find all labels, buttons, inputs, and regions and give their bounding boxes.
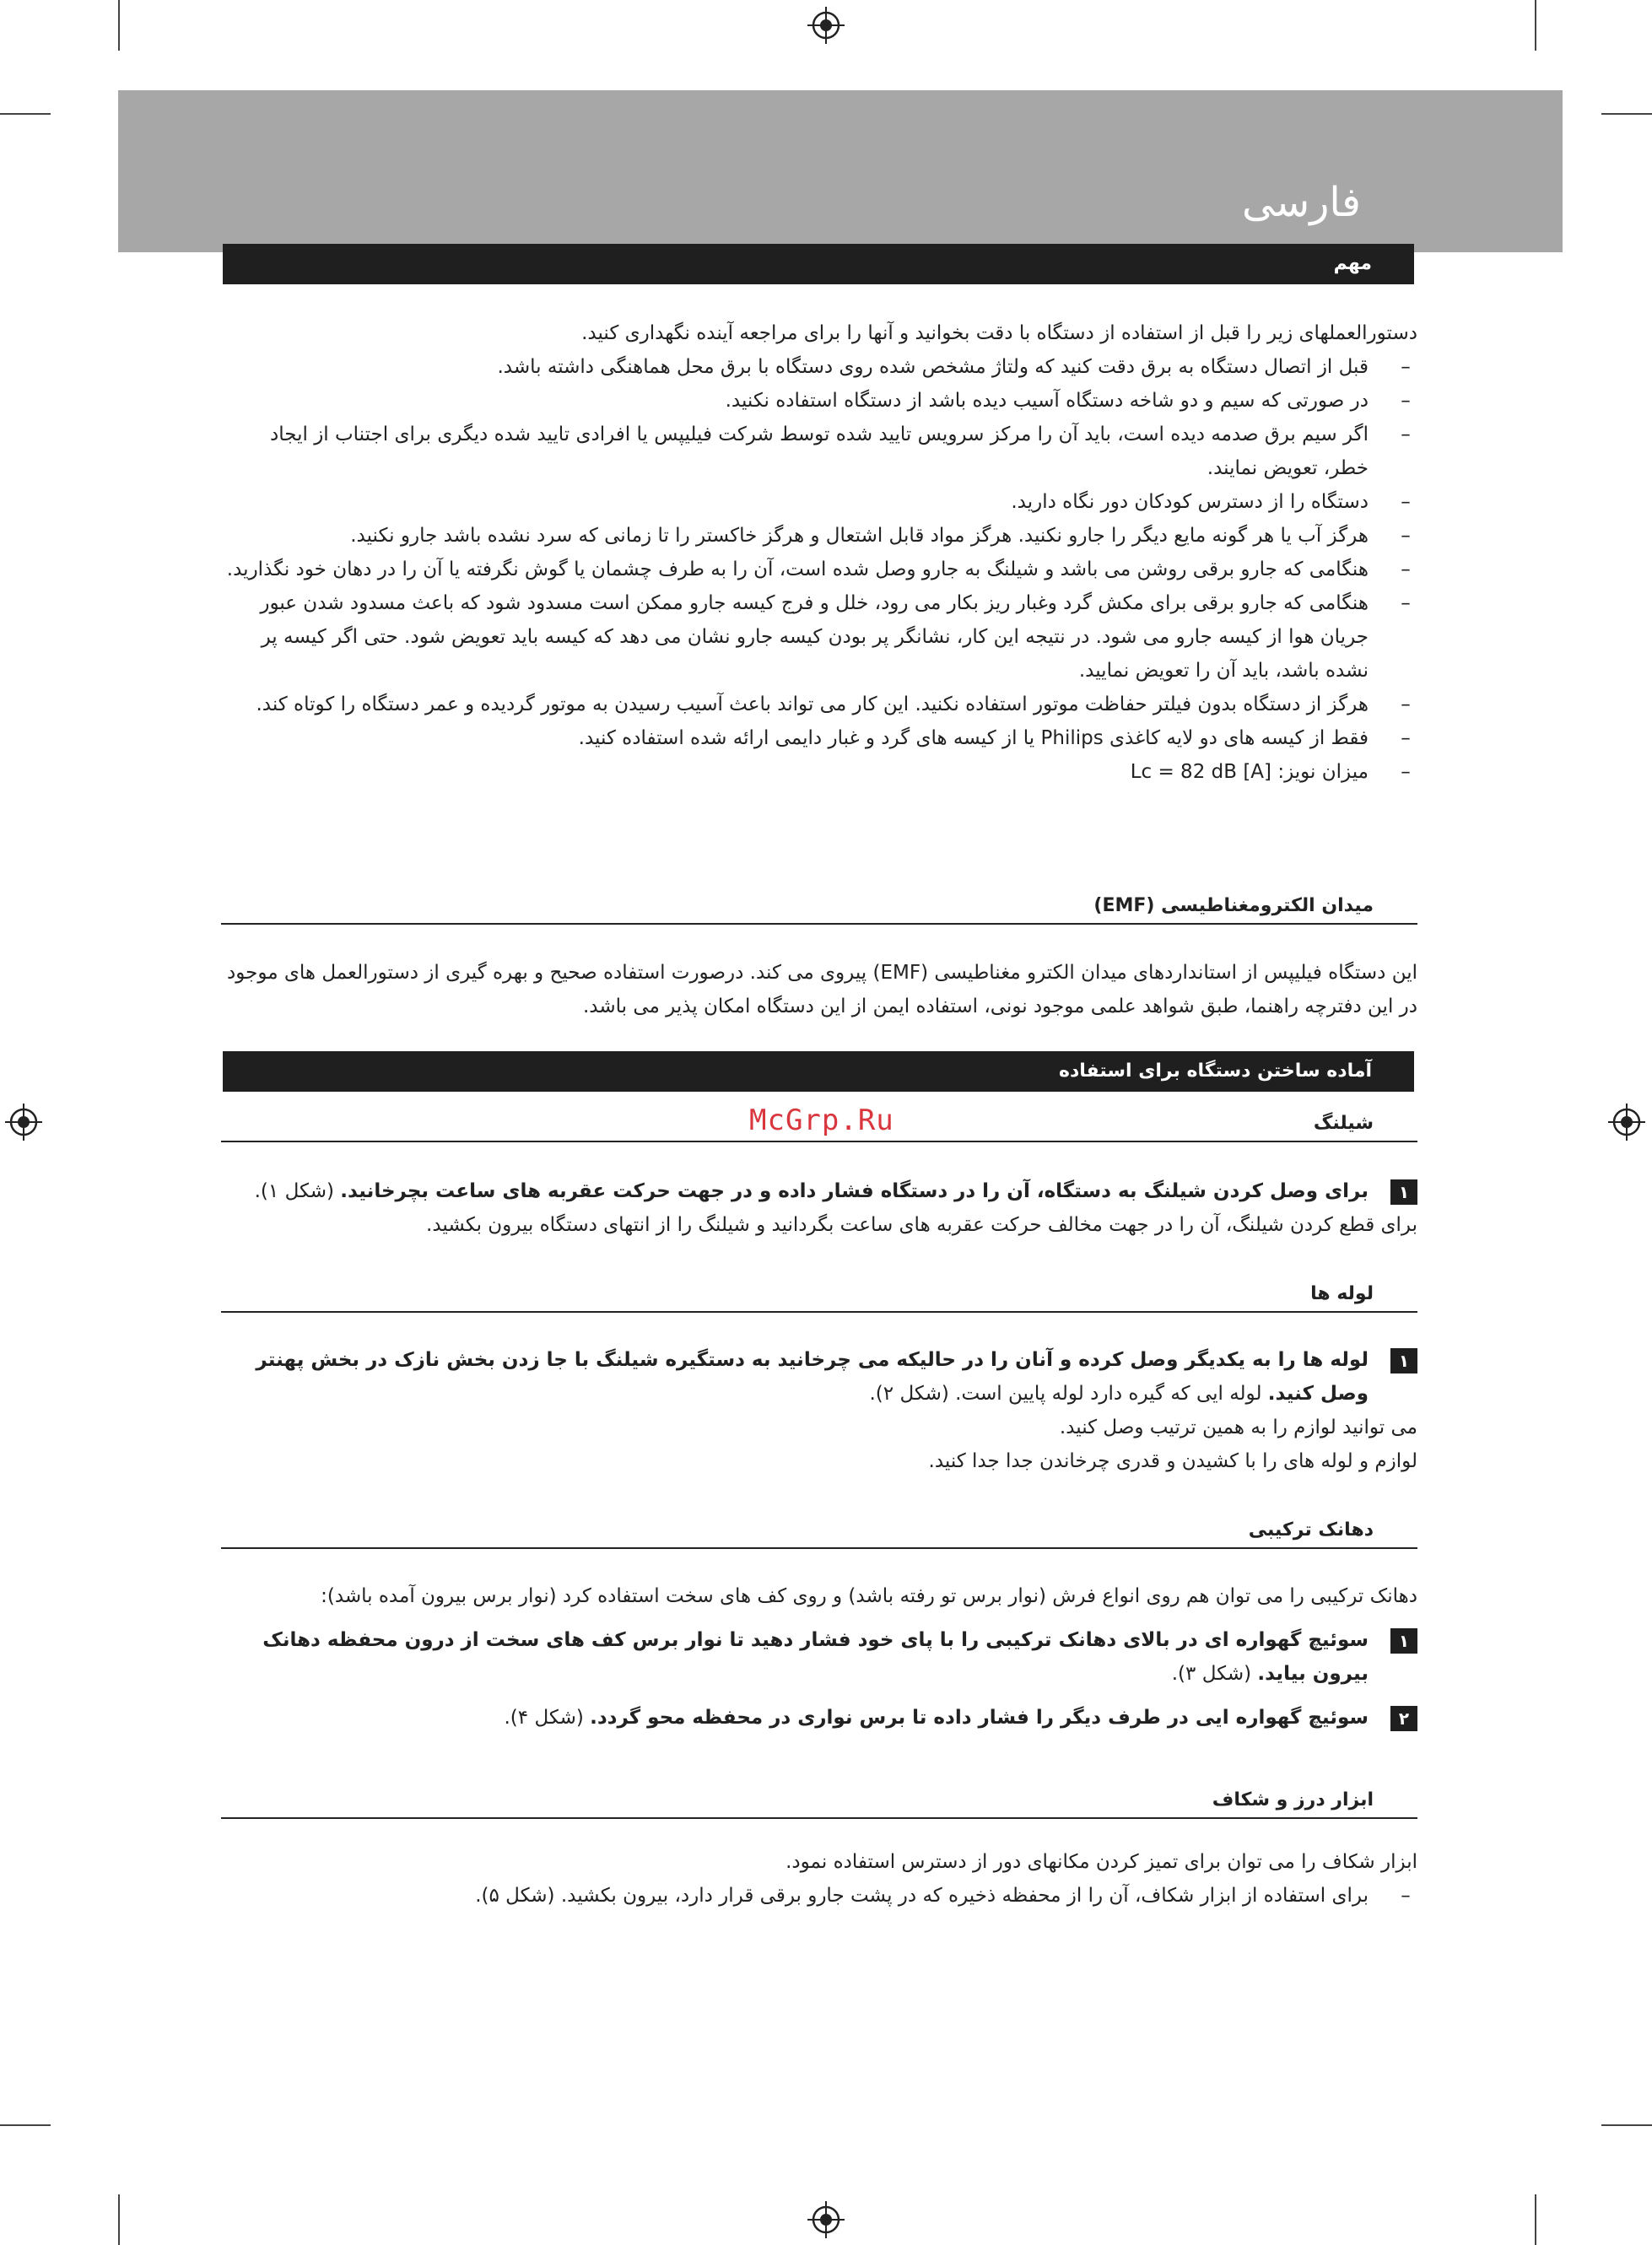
list-item: – میزان نویز: Lc = 82 dB [A] xyxy=(1130,761,1411,783)
nozzle-intro: دهانک ترکیبی را می توان هم روی انواع فرش (نوار برس تو رفته باشد) و روی کف های سخت استفاده کرد (نوار برس بیرون آمده باشد): xyxy=(321,1585,1417,1607)
crevice-intro: ابزار شکاف را می توان برای تمیز کردن مکانهای دور از دسترس استفاده نمود. xyxy=(786,1851,1417,1873)
list-item: – هنگامی که جارو برقی روشن می باشد و شیلنگ به جارو وصل شده است، آن را به طرف چشمان یا گوش نگرفته یا آن را در دهان خود نگذارید. xyxy=(226,559,1411,580)
crop-mark xyxy=(118,0,120,51)
crevice-heading: ابزار درز و شکاف xyxy=(221,1782,1417,1819)
registration-mark-icon xyxy=(807,2201,845,2238)
crop-mark xyxy=(1601,113,1652,115)
crop-mark xyxy=(1535,0,1536,51)
list-item: – فقط از کیسه های دو لایه کاغذی Philips یا از کیسه های گرد و غبار دایمی ارائه شده استفاده کنید. xyxy=(578,727,1411,749)
tubes-step-1: ۱ لوله ها را به یکدیگر وصل کرده و آنان را در حالیکه می چرخانید به دستگیره شیلنگ با جا زدن بخش نازک در بخش پهنتر وصل کنید. لوله ایی که گیره دارد لوله پایین است. (شکل ۲). xyxy=(221,1343,1417,1411)
section-heading: آماده ساختن دستگاه برای استفاده xyxy=(1059,1060,1372,1082)
list-item: – برای استفاده از ابزار شکاف، آن را از محفظه ذخیره که در پشت جارو برقی قرار دارد، بیرون بکشید. (شکل ۵). xyxy=(475,1885,1411,1907)
tubes-content xyxy=(221,1343,1417,1478)
tubes-heading: لوله ها xyxy=(221,1276,1417,1313)
tubes-note-2: لوازم و لوله های را با کشیدن و قدری چرخاندن جدا جدا کنید. xyxy=(928,1450,1417,1472)
section-heading: مهم xyxy=(1333,253,1372,274)
nozzle-heading: دهانک ترکیبی xyxy=(221,1512,1417,1549)
step-number: ۱ xyxy=(1390,1628,1417,1654)
list-item: – اگر سیم برق صدمه دیده است، باید آن را مرکز سرویس تایید شده توسط شرکت فیلیپس یا افرادی تایید شده دیگری برای اجتناب از ایجاد خطر، تعویض نمایند. xyxy=(270,424,1411,479)
important-list xyxy=(221,350,1417,789)
crop-mark xyxy=(0,113,51,115)
section-bar-prepare xyxy=(223,1051,1414,1092)
important-content xyxy=(221,316,1417,789)
hose-note: برای قطع کردن شیلنگ، آن را در جهت مخالف حرکت عقربه های ساعت بگردانید و شیلنگ را از انتهای دستگاه بیرون بکشید. xyxy=(426,1214,1417,1236)
header-band xyxy=(118,90,1563,252)
list-item: – در صورتی که سیم و دو شاخه دستگاه آسیب دیده باشد از دستگاه استفاده نکنید. xyxy=(725,390,1411,412)
registration-mark-icon xyxy=(5,1104,42,1141)
crop-mark xyxy=(0,2124,51,2126)
nozzle-step-1: ۱ سوئیچ گهواره ای در بالای دهانک ترکیبی را با پای خود فشار دهید تا نوار برس کف های سخت از درون محفظه دهانک بیرون بیاید. (شکل ۳). xyxy=(221,1623,1417,1691)
hose-heading: شیلنگ xyxy=(221,1105,1417,1142)
tubes-note-1: می توانید لوازم را به همین ترتیب وصل کنید. xyxy=(1059,1417,1417,1438)
list-item: – هرگز از دستگاه بدون فیلتر حفاظت موتور استفاده نکنید. این کار می تواند باعث آسیب رسیدن به موتور گردیده و عمر دستگاه را کوتاه کند. xyxy=(256,693,1411,715)
list-item: – هرگز آب یا هر گونه مایع دیگر را جارو نکنید. هرگز مواد قابل اشتعال و هرگز خاکستر را تا زمانی که سرد نشده باشد جارو نکنید. xyxy=(350,525,1411,547)
hose-step-1: ۱ برای وصل کردن شیلنگ به دستگاه، آن را در دستگاه فشار داده و در جهت حرکت عقربه های ساعت بچرخانید. (شکل ۱). xyxy=(221,1174,1417,1208)
step-number: ۱ xyxy=(1390,1179,1417,1205)
list-item: – دستگاه را از دسترس کودکان دور نگاه دارید. xyxy=(1011,491,1411,513)
list-item: – هنگامی که جارو برقی برای مکش گرد وغبار ریز بکار می رود، خلل و فرج کیسه جارو ممکن است مسدود شود که باعث مسدود شدن عبور جریان هوا از کیسه جارو می شود. در نتیجه این کار، نشانگر پر بودن کیسه جارو نشان می دهد که کیسه باید تعویض شود. حتی اگر کیسه پر نشده باشد، باید آن را تعویض نمایید. xyxy=(260,592,1411,682)
section-bar-important xyxy=(223,244,1414,284)
crop-mark xyxy=(1601,2124,1652,2126)
watermark: McGrp.Ru xyxy=(749,1104,894,1137)
emf-heading: میدان الکترومغناطیسی (EMF) xyxy=(221,888,1417,925)
important-intro: دستورالعملهای زیر را قبل از استفاده از دستگاه با دقت بخوانید و آنها را برای مراجعه آینده نگهداری کنید. xyxy=(581,322,1417,344)
crop-mark xyxy=(118,2194,120,2245)
step-number: ۱ xyxy=(1390,1348,1417,1373)
emf-text: این دستگاه فیلیپس از استانداردهای میدان الکترو مغناطیسی (EMF) پیروی می کند. درصورت استفاده صحیح و بهره گیری از دستورالعمل های موجود در این دفترچه راهنما، طبق شواهد علمی موجود نونی، استفاده ایمن از این دستگاه امکان پذیر می باشد. xyxy=(227,962,1417,1017)
crevice-content xyxy=(221,1845,1417,1913)
crop-mark xyxy=(1535,2194,1536,2245)
registration-mark-icon xyxy=(1608,1104,1645,1141)
nozzle-content xyxy=(221,1579,1417,1735)
crevice-list xyxy=(221,1879,1417,1913)
language-title: فارسی xyxy=(1242,179,1361,226)
nozzle-step-2: ۲ سوئیچ گهواره ایی در طرف دیگر را فشار داده تا برس نواری در محفظه محو گردد. (شکل ۴). xyxy=(221,1701,1417,1735)
registration-mark-icon xyxy=(807,7,845,44)
hose-content xyxy=(221,1174,1417,1242)
list-item: – قبل از اتصال دستگاه به برق دقت کنید که ولتاژ مشخص شده روی دستگاه با برق محل هماهنگی داشته باشد. xyxy=(497,356,1411,378)
step-number: ۲ xyxy=(1390,1706,1417,1731)
